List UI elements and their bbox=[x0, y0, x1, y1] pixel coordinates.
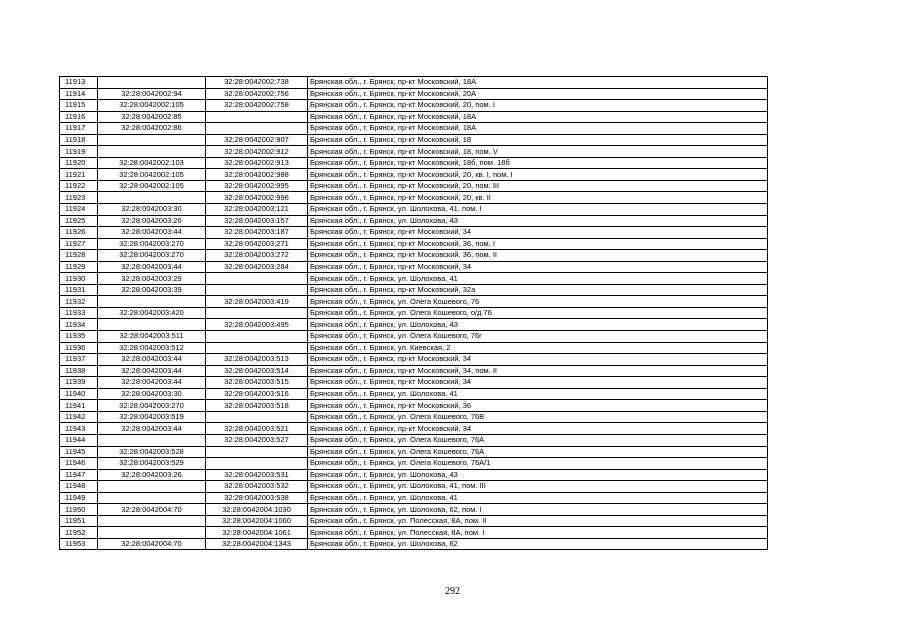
table-row bbox=[60, 100, 768, 112]
row-number-cell: 11946 bbox=[60, 458, 98, 470]
row-number-cell: 11915 bbox=[60, 100, 98, 112]
new-cadastral-number-cell bbox=[206, 307, 308, 319]
address-cell: Брянская обл., г. Брянск, пр-кт Московский, 18А bbox=[308, 77, 768, 89]
old-cadastral-number-cell bbox=[98, 492, 206, 504]
address-cell: Брянская обл., г. Брянск, пр-кт Московский, 18б, пом. 18б bbox=[308, 157, 768, 169]
address-cell: Брянская обл., г. Брянск, ул. Олега Кошевого, 76А/1 bbox=[308, 458, 768, 470]
address-cell: Брянская обл., г. Брянск, ул. Шолохова, 62, пом. I bbox=[308, 504, 768, 516]
table-row bbox=[60, 238, 768, 250]
address-cell: Брянская обл., г. Брянск, ул. Олега Кошевого, 76 bbox=[308, 296, 768, 308]
new-cadastral-number-cell: 32:28:0042003:521 bbox=[206, 423, 308, 435]
address-cell: Брянская обл., г. Брянск, пр-кт Московский, 18, пом. V bbox=[308, 146, 768, 158]
row-number-cell: 11953 bbox=[60, 538, 98, 550]
new-cadastral-number-cell bbox=[206, 446, 308, 458]
new-cadastral-number-cell bbox=[206, 331, 308, 343]
old-cadastral-number-cell: 32:28:0042003:519 bbox=[98, 411, 206, 423]
address-cell: Брянская обл., г. Брянск, пр-кт Московский, 36 bbox=[308, 400, 768, 412]
new-cadastral-number-cell bbox=[206, 111, 308, 123]
old-cadastral-number-cell: 32:28:0042003:529 bbox=[98, 458, 206, 470]
old-cadastral-number-cell bbox=[98, 319, 206, 331]
old-cadastral-number-cell: 32:28:0042002:103 bbox=[98, 157, 206, 169]
table-row bbox=[60, 227, 768, 239]
old-cadastral-number-cell bbox=[98, 481, 206, 493]
row-number-cell: 11918 bbox=[60, 134, 98, 146]
new-cadastral-number-cell: 32:28:0042003:419 bbox=[206, 296, 308, 308]
table-row bbox=[60, 77, 768, 89]
row-number-cell: 11942 bbox=[60, 411, 98, 423]
address-cell: Брянская обл., г. Брянск, ул. Шолохова, 62 bbox=[308, 538, 768, 550]
new-cadastral-number-cell: 32:28:0042003:538 bbox=[206, 492, 308, 504]
new-cadastral-number-cell: 32:28:0042004:1343 bbox=[206, 538, 308, 550]
new-cadastral-number-cell: 32:28:0042004:1030 bbox=[206, 504, 308, 516]
old-cadastral-number-cell: 32:28:0042002:94 bbox=[98, 88, 206, 100]
old-cadastral-number-cell: 32:28:0042003:44 bbox=[98, 261, 206, 273]
table-row bbox=[60, 134, 768, 146]
table-row bbox=[60, 504, 768, 516]
row-number-cell: 11929 bbox=[60, 261, 98, 273]
new-cadastral-number-cell: 32:28:0042003:518 bbox=[206, 400, 308, 412]
new-cadastral-number-cell bbox=[206, 123, 308, 135]
new-cadastral-number-cell: 32:28:0042002:988 bbox=[206, 169, 308, 181]
address-cell: Брянская обл., г. Брянск, пр-кт Московский, 20, кв. I, пом. I bbox=[308, 169, 768, 181]
table-row bbox=[60, 261, 768, 273]
table-row bbox=[60, 123, 768, 135]
row-number-cell: 11916 bbox=[60, 111, 98, 123]
row-number-cell: 11939 bbox=[60, 377, 98, 389]
row-number-cell: 11950 bbox=[60, 504, 98, 516]
address-cell: Брянская обл., г. Брянск, пр-кт Московский, 18 bbox=[308, 134, 768, 146]
row-number-cell: 11952 bbox=[60, 527, 98, 539]
old-cadastral-number-cell: 32:28:0042003:30 bbox=[98, 388, 206, 400]
old-cadastral-number-cell: 32:28:0042004:70 bbox=[98, 504, 206, 516]
registry-table bbox=[59, 76, 768, 550]
new-cadastral-number-cell: 32:28:0042002:995 bbox=[206, 180, 308, 192]
table-row bbox=[60, 331, 768, 343]
address-cell: Брянская обл., г. Брянск, пр-кт Московский, 20, пом. I bbox=[308, 100, 768, 112]
row-number-cell: 11932 bbox=[60, 296, 98, 308]
table-row bbox=[60, 111, 768, 123]
table-row bbox=[60, 538, 768, 550]
address-cell: Брянская обл., г. Брянск, ул. Шолохова, 41, пом. III bbox=[308, 481, 768, 493]
old-cadastral-number-cell: 32:28:0042004:70 bbox=[98, 538, 206, 550]
new-cadastral-number-cell: 32:28:0042003:513 bbox=[206, 354, 308, 366]
row-number-cell: 11923 bbox=[60, 192, 98, 204]
table-row bbox=[60, 319, 768, 331]
table-row bbox=[60, 411, 768, 423]
address-cell: Брянская обл., г. Брянск, пр-кт Московский, 20А bbox=[308, 88, 768, 100]
registry-table-body bbox=[60, 77, 768, 550]
address-cell: Брянская обл., г. Брянск, пр-кт Московский, 18А bbox=[308, 111, 768, 123]
row-number-cell: 11931 bbox=[60, 284, 98, 296]
row-number-cell: 11941 bbox=[60, 400, 98, 412]
new-cadastral-number-cell: 32:28:0042004:1061 bbox=[206, 527, 308, 539]
address-cell: Брянская обл., г. Брянск, ул. Олега Кошевого, 76А bbox=[308, 446, 768, 458]
row-number-cell: 11920 bbox=[60, 157, 98, 169]
new-cadastral-number-cell: 32:28:0042003:284 bbox=[206, 261, 308, 273]
old-cadastral-number-cell: 32:28:0042003:44 bbox=[98, 354, 206, 366]
row-number-cell: 11926 bbox=[60, 227, 98, 239]
row-number-cell: 11935 bbox=[60, 331, 98, 343]
old-cadastral-number-cell bbox=[98, 527, 206, 539]
new-cadastral-number-cell: 32:28:0042002:756 bbox=[206, 88, 308, 100]
address-cell: Брянская обл., г. Брянск, ул. Олега Кошевого, 76г bbox=[308, 331, 768, 343]
new-cadastral-number-cell: 32:28:0042003:187 bbox=[206, 227, 308, 239]
row-number-cell: 11924 bbox=[60, 204, 98, 216]
row-number-cell: 11914 bbox=[60, 88, 98, 100]
row-number-cell: 11922 bbox=[60, 180, 98, 192]
row-number-cell: 11913 bbox=[60, 77, 98, 89]
table-row bbox=[60, 527, 768, 539]
address-cell: Брянская обл., г. Брянск, ул. Олега Кошевого, 76А bbox=[308, 434, 768, 446]
new-cadastral-number-cell: 32:28:0042003:514 bbox=[206, 365, 308, 377]
new-cadastral-number-cell bbox=[206, 284, 308, 296]
table-row bbox=[60, 423, 768, 435]
old-cadastral-number-cell: 32:28:0042003:44 bbox=[98, 423, 206, 435]
row-number-cell: 11945 bbox=[60, 446, 98, 458]
old-cadastral-number-cell: 32:28:0042002:105 bbox=[98, 169, 206, 181]
new-cadastral-number-cell bbox=[206, 411, 308, 423]
table-row bbox=[60, 180, 768, 192]
table-row bbox=[60, 458, 768, 470]
old-cadastral-number-cell: 32:28:0042003:30 bbox=[98, 204, 206, 216]
table-row bbox=[60, 377, 768, 389]
row-number-cell: 11936 bbox=[60, 342, 98, 354]
old-cadastral-number-cell: 32:28:0042003:511 bbox=[98, 331, 206, 343]
address-cell: Брянская обл., г. Брянск, ул. Шолохова, 43 bbox=[308, 469, 768, 481]
row-number-cell: 11925 bbox=[60, 215, 98, 227]
new-cadastral-number-cell: 32:28:0042002:996 bbox=[206, 192, 308, 204]
address-cell: Брянская обл., г. Брянск, ул. Олега Кошевого, 76В bbox=[308, 411, 768, 423]
old-cadastral-number-cell: 32:28:0042003:44 bbox=[98, 365, 206, 377]
row-number-cell: 11921 bbox=[60, 169, 98, 181]
old-cadastral-number-cell: 32:28:0042003:26 bbox=[98, 215, 206, 227]
address-cell: Брянская обл., г. Брянск, ул. Шолохова, 41 bbox=[308, 388, 768, 400]
new-cadastral-number-cell: 32:28:0042002:758 bbox=[206, 100, 308, 112]
new-cadastral-number-cell: 32:28:0042003:515 bbox=[206, 377, 308, 389]
new-cadastral-number-cell bbox=[206, 458, 308, 470]
address-cell: Брянская обл., г. Брянск, пр-кт Московский, 34 bbox=[308, 261, 768, 273]
row-number-cell: 11928 bbox=[60, 250, 98, 262]
new-cadastral-number-cell: 32:28:0042003:157 bbox=[206, 215, 308, 227]
table-row bbox=[60, 250, 768, 262]
old-cadastral-number-cell: 32:28:0042003:44 bbox=[98, 377, 206, 389]
old-cadastral-number-cell: 32:28:0042003:512 bbox=[98, 342, 206, 354]
table-row bbox=[60, 146, 768, 158]
table-row bbox=[60, 365, 768, 377]
new-cadastral-number-cell bbox=[206, 273, 308, 285]
table-row bbox=[60, 481, 768, 493]
row-number-cell: 11933 bbox=[60, 307, 98, 319]
address-cell: Брянская обл., г. Брянск, ул. Олега Кошевого, о/д 76 bbox=[308, 307, 768, 319]
row-number-cell: 11947 bbox=[60, 469, 98, 481]
row-number-cell: 11948 bbox=[60, 481, 98, 493]
old-cadastral-number-cell bbox=[98, 192, 206, 204]
row-number-cell: 11949 bbox=[60, 492, 98, 504]
row-number-cell: 11934 bbox=[60, 319, 98, 331]
page-number: 292 bbox=[445, 586, 460, 597]
row-number-cell: 11940 bbox=[60, 388, 98, 400]
address-cell: Брянская обл., г. Брянск, пр-кт Московский, 34, пом. II bbox=[308, 365, 768, 377]
address-cell: Брянская обл., г. Брянск, ул. Киевская, 2 bbox=[308, 342, 768, 354]
address-cell: Брянская обл., г. Брянск, пр-кт Московский, 18А bbox=[308, 123, 768, 135]
new-cadastral-number-cell: 32:28:0042003:121 bbox=[206, 204, 308, 216]
old-cadastral-number-cell: 32:28:0042003:26 bbox=[98, 469, 206, 481]
address-cell: Брянская обл., г. Брянск, ул. Полесская, 8А, пом. II bbox=[308, 515, 768, 527]
table-row bbox=[60, 215, 768, 227]
row-number-cell: 11937 bbox=[60, 354, 98, 366]
new-cadastral-number-cell: 32:28:0042003:531 bbox=[206, 469, 308, 481]
new-cadastral-number-cell: 32:28:0042002:907 bbox=[206, 134, 308, 146]
row-number-cell: 11943 bbox=[60, 423, 98, 435]
old-cadastral-number-cell: 32:28:0042003:528 bbox=[98, 446, 206, 458]
new-cadastral-number-cell: 32:28:0042003:527 bbox=[206, 434, 308, 446]
new-cadastral-number-cell bbox=[206, 342, 308, 354]
old-cadastral-number-cell bbox=[98, 434, 206, 446]
address-cell: Брянская обл., г. Брянск, пр-кт Московский, 36, пом. I bbox=[308, 238, 768, 250]
table-row bbox=[60, 400, 768, 412]
row-number-cell: 11927 bbox=[60, 238, 98, 250]
row-number-cell: 11917 bbox=[60, 123, 98, 135]
table-row bbox=[60, 157, 768, 169]
old-cadastral-number-cell: 32:28:0042003:44 bbox=[98, 227, 206, 239]
table-row bbox=[60, 446, 768, 458]
address-cell: Брянская обл., г. Брянск, ул. Полесская, 8А, пом. I bbox=[308, 527, 768, 539]
table-row bbox=[60, 296, 768, 308]
old-cadastral-number-cell: 32:28:0042003:420 bbox=[98, 307, 206, 319]
old-cadastral-number-cell: 32:28:0042003:270 bbox=[98, 400, 206, 412]
old-cadastral-number-cell: 32:28:0042002:105 bbox=[98, 100, 206, 112]
address-cell: Брянская обл., г. Брянск, ул. Шолохова, 43 bbox=[308, 215, 768, 227]
new-cadastral-number-cell: 32:28:0042004:1060 bbox=[206, 515, 308, 527]
old-cadastral-number-cell: 32:28:0042003:29 bbox=[98, 273, 206, 285]
new-cadastral-number-cell: 32:28:0042003:516 bbox=[206, 388, 308, 400]
address-cell: Брянская обл., г. Брянск, ул. Шолохова, 43 bbox=[308, 319, 768, 331]
table-row bbox=[60, 388, 768, 400]
table-row bbox=[60, 342, 768, 354]
new-cadastral-number-cell: 32:28:0042003:272 bbox=[206, 250, 308, 262]
new-cadastral-number-cell: 32:28:0042002:912 bbox=[206, 146, 308, 158]
address-cell: Брянская обл., г. Брянск, пр-кт Московский, 34 bbox=[308, 227, 768, 239]
table-row bbox=[60, 88, 768, 100]
table-row bbox=[60, 354, 768, 366]
row-number-cell: 11944 bbox=[60, 434, 98, 446]
address-cell: Брянская обл., г. Брянск, пр-кт Московский, 34 bbox=[308, 354, 768, 366]
table-row bbox=[60, 169, 768, 181]
address-cell: Брянская обл., г. Брянск, пр-кт Московский, 32а bbox=[308, 284, 768, 296]
new-cadastral-number-cell: 32:28:0042003:532 bbox=[206, 481, 308, 493]
new-cadastral-number-cell: 32:28:0042002:738 bbox=[206, 77, 308, 89]
row-number-cell: 11938 bbox=[60, 365, 98, 377]
address-cell: Брянская обл., г. Брянск, пр-кт Московский, 34 bbox=[308, 377, 768, 389]
address-cell: Брянская обл., г. Брянск, пр-кт Московский, 36, пом. II bbox=[308, 250, 768, 262]
table-row bbox=[60, 273, 768, 285]
table-row bbox=[60, 192, 768, 204]
address-cell: Брянская обл., г. Брянск, ул. Шолохова, 41 bbox=[308, 273, 768, 285]
row-number-cell: 11930 bbox=[60, 273, 98, 285]
table-row bbox=[60, 307, 768, 319]
address-cell: Брянская обл., г. Брянск, пр-кт Московский, 20, кв. II bbox=[308, 192, 768, 204]
table-row bbox=[60, 469, 768, 481]
row-number-cell: 11919 bbox=[60, 146, 98, 158]
old-cadastral-number-cell: 32:28:0042002:85 bbox=[98, 111, 206, 123]
new-cadastral-number-cell: 32:28:0042002:913 bbox=[206, 157, 308, 169]
old-cadastral-number-cell bbox=[98, 146, 206, 158]
old-cadastral-number-cell: 32:28:0042003:39 bbox=[98, 284, 206, 296]
old-cadastral-number-cell: 32:28:0042003:270 bbox=[98, 250, 206, 262]
address-cell: Брянская обл., г. Брянск, ул. Шолохова, 41, пом. I bbox=[308, 204, 768, 216]
old-cadastral-number-cell: 32:28:0042002:105 bbox=[98, 180, 206, 192]
row-number-cell: 11951 bbox=[60, 515, 98, 527]
address-cell: Брянская обл., г. Брянск, пр-кт Московский, 34 bbox=[308, 423, 768, 435]
address-cell: Брянская обл., г. Брянск, пр-кт Московский, 20, пом. III bbox=[308, 180, 768, 192]
old-cadastral-number-cell: 32:28:0042003:270 bbox=[98, 238, 206, 250]
old-cadastral-number-cell bbox=[98, 515, 206, 527]
address-cell: Брянская обл., г. Брянск, ул. Шолохова, 41 bbox=[308, 492, 768, 504]
table-row bbox=[60, 515, 768, 527]
old-cadastral-number-cell: 32:28:0042002:86 bbox=[98, 123, 206, 135]
table-row bbox=[60, 204, 768, 216]
old-cadastral-number-cell bbox=[98, 77, 206, 89]
old-cadastral-number-cell bbox=[98, 296, 206, 308]
new-cadastral-number-cell: 32:28:0042003:271 bbox=[206, 238, 308, 250]
old-cadastral-number-cell bbox=[98, 134, 206, 146]
table-row bbox=[60, 492, 768, 504]
table-row bbox=[60, 434, 768, 446]
new-cadastral-number-cell: 32:28:0042003:495 bbox=[206, 319, 308, 331]
table-row bbox=[60, 284, 768, 296]
